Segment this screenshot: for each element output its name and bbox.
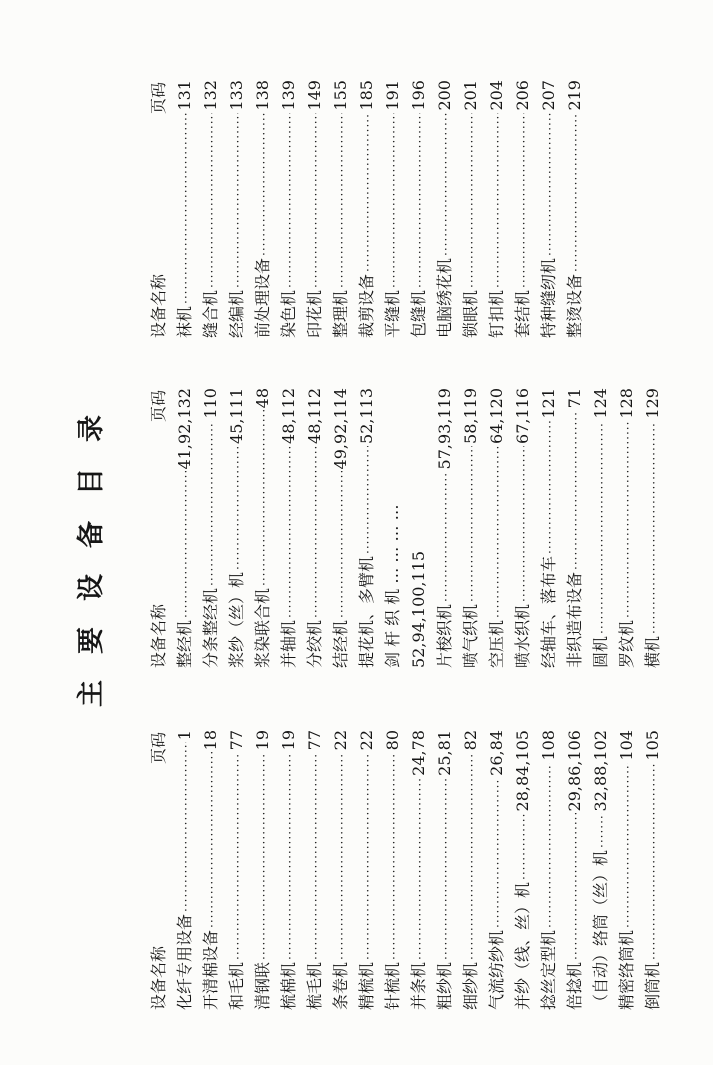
entry-name: 化纤专用设备: [175, 913, 194, 1010]
entry-page: 129: [643, 388, 662, 419]
toc-entry: [536, 80, 562, 338]
entry-page: 22: [331, 730, 350, 751]
dot-leader: [537, 421, 563, 554]
dot-leader: [511, 113, 537, 288]
toc-entry: [328, 80, 354, 338]
entry-page: 25,81: [435, 730, 454, 776]
entry-page: 82: [461, 730, 480, 751]
dot-leader: [173, 471, 199, 618]
entry-name: 倒筒机: [643, 961, 662, 1010]
entry-name: 梳毛机: [305, 961, 324, 1010]
entry-page: 138: [253, 80, 272, 111]
entry-page: 132: [201, 80, 220, 111]
dot-leader: [251, 752, 277, 960]
toc-list-1: [172, 730, 666, 1010]
entry-name: 整烫设备: [565, 273, 584, 338]
entry-name: 精梳机: [357, 961, 376, 1010]
entry-name: 倍捻机: [565, 961, 584, 1010]
header-name: 设备名称: [149, 273, 168, 338]
entry-page: 133: [227, 80, 246, 111]
toc-entry: [354, 730, 380, 1010]
header-name: 设备名称: [149, 945, 168, 1010]
header-name: 设备名称: [149, 603, 168, 668]
toc-entry: [510, 388, 536, 668]
dot-leader: [303, 752, 329, 960]
entry-name: 锁眼机: [461, 289, 480, 338]
entry-page: 22: [357, 730, 376, 751]
dot-leader: [199, 113, 225, 288]
entry-name: 分绞机: [305, 619, 324, 668]
entry-name: 染色机: [279, 289, 298, 338]
entry-page: 77: [305, 730, 324, 751]
dot-leader: [225, 113, 251, 288]
entry-page: 105: [643, 730, 662, 761]
entry-page: 19: [253, 730, 272, 751]
entry-name: 袜机: [175, 305, 194, 338]
entry-name: 梳棉机: [279, 961, 298, 1010]
dot-leader: [537, 113, 563, 256]
entry-name: 气流纺纱机: [487, 929, 506, 1010]
toc-entry: [432, 388, 458, 668]
dot-leader: [615, 763, 641, 928]
entry-page: 32,88,102: [591, 730, 610, 812]
dot-leader: [589, 813, 615, 848]
entry-name: 前处理设备: [253, 257, 272, 338]
entry-page: 48: [253, 388, 272, 409]
entry-name: 钉扣机: [487, 289, 506, 338]
entry-name: 和毛机: [227, 961, 246, 1010]
entry-page: 110: [201, 388, 220, 419]
entry-name: 粗纱机: [435, 961, 454, 1010]
entry-name: 提花机、多臂机: [357, 555, 376, 668]
entry-page: 58,119: [461, 388, 480, 444]
toc-entry: [562, 80, 588, 338]
dot-leader: [459, 752, 485, 960]
toc-entry: [302, 730, 328, 1010]
entry-name: 电脑绣花机: [435, 257, 454, 338]
dot-leader: [277, 446, 303, 618]
toc-entry: [172, 388, 198, 668]
toc-entry: [614, 388, 640, 668]
entry-page: 219: [565, 80, 584, 111]
column-header: [146, 388, 172, 668]
toc-entry: [588, 388, 614, 668]
toc-entry: [510, 80, 536, 338]
dot-leader: [459, 113, 485, 288]
toc-entry: [302, 388, 328, 668]
dot-leader: [563, 410, 589, 570]
entry-page: 204: [487, 80, 506, 111]
toc-entry: [536, 730, 562, 1010]
entry-name: 细纱机: [461, 961, 480, 1010]
entry-name: 清钢联: [253, 961, 272, 1010]
toc-entry: [198, 730, 224, 1010]
toc-entry: [354, 388, 380, 668]
entry-name: 经编机: [227, 289, 246, 338]
dot-leader: [589, 421, 615, 634]
entry-page: 57,93,119: [435, 388, 454, 470]
toc-column-3: [146, 80, 588, 338]
entry-name: 空压机: [487, 619, 506, 668]
dot-leader: [433, 471, 459, 602]
toc-entry: [276, 388, 302, 668]
entry-page: 196: [409, 80, 428, 111]
entry-name: 52,94,100,115: [409, 550, 428, 668]
dot-leader: [303, 446, 329, 618]
header-page: 页码: [149, 390, 168, 423]
entry-name: 非织造布设备: [565, 571, 584, 668]
dot-leader: [641, 763, 667, 960]
dot-leader: [485, 446, 511, 618]
toc-entry: [458, 80, 484, 338]
toc-entry: [328, 388, 354, 668]
toc-entry: [640, 388, 666, 668]
entry-name: 精密络筒机: [617, 929, 636, 1010]
entry-page: 131: [175, 80, 194, 111]
entry-name: 特种缝纫机: [539, 257, 558, 338]
entry-page: 80: [383, 730, 402, 751]
entry-name: 并轴机: [279, 619, 298, 668]
toc-entry: [250, 388, 276, 668]
toc-entry: [432, 730, 458, 1010]
dot-leader: [199, 752, 225, 928]
entry-page: 108: [539, 730, 558, 761]
toc-entry: [380, 730, 406, 1010]
dot-leader: [251, 113, 277, 256]
entry-name: 并纱（线、丝）机: [513, 881, 532, 1010]
entry-page: 64,120: [487, 388, 506, 444]
column-header: [146, 730, 172, 1010]
dot-leader: [173, 742, 199, 912]
dot-leader: [355, 446, 381, 554]
toc-entry: [562, 730, 588, 1010]
entry-page: 71: [565, 388, 584, 409]
toc-entry: [276, 730, 302, 1010]
dot-leader: [303, 113, 329, 288]
toc-entry: [198, 388, 224, 668]
entry-page: 48,112: [305, 388, 324, 444]
entry-page: 128: [617, 388, 636, 419]
toc-column-2: [146, 388, 666, 668]
rotated-content: [62, 68, 662, 1028]
entry-name: 捻丝定型机: [539, 929, 558, 1010]
entry-page: 48,112: [279, 388, 298, 444]
entry-name: 条卷机: [331, 961, 350, 1010]
dot-leader: [329, 752, 355, 960]
toc-entry: [510, 730, 536, 1010]
entry-page: 121: [539, 388, 558, 419]
entry-name: 整经机: [175, 619, 194, 668]
entry-page: 29,86,106: [565, 730, 584, 812]
entry-name: 片梭织机: [435, 603, 454, 668]
toc-entry: [562, 388, 588, 668]
dot-leader: [329, 113, 355, 288]
entry-page: 200: [435, 80, 454, 111]
entry-page: 26,84: [487, 730, 506, 776]
toc-entry: [302, 80, 328, 338]
dot-leader: [225, 752, 251, 960]
toc-entry: [250, 80, 276, 338]
toc-list-2: [172, 388, 666, 668]
toc-entry: [458, 388, 484, 668]
dot-leader: [381, 113, 407, 288]
toc-entry: [484, 80, 510, 338]
entry-name: 平缝机: [383, 289, 402, 338]
entry-page: 1: [175, 730, 194, 741]
entry-name: 缝合机: [201, 289, 220, 338]
entry-page: 155: [331, 80, 350, 111]
entry-name: 喷水织机: [513, 603, 532, 668]
entry-name: 整理机: [331, 289, 350, 338]
dot-leader: [277, 113, 303, 288]
entry-name: 并条机: [409, 961, 428, 1010]
toc-entry: [198, 80, 224, 338]
entry-page: 104: [617, 730, 636, 761]
entry-page: 52,113: [357, 388, 376, 444]
dot-leader: [433, 113, 459, 256]
entry-page: 201: [461, 80, 480, 111]
dot-leader: [381, 752, 407, 960]
entry-page: 24,78: [409, 730, 428, 776]
entry-page: 18: [201, 730, 220, 751]
entry-page: 149: [305, 80, 324, 111]
toc-entry: [354, 80, 380, 338]
dot-leader: [485, 113, 511, 288]
toc-entry: [484, 388, 510, 668]
toc-entry: [224, 80, 250, 338]
toc-entry: [224, 388, 250, 668]
dot-leader: [485, 778, 511, 928]
toc-entry: [640, 730, 666, 1010]
toc-entry: [484, 730, 510, 1010]
toc-entry: [458, 730, 484, 1010]
entry-name: 印花机: [305, 289, 324, 338]
dot-leader: [459, 446, 485, 602]
entry-page: 207: [539, 80, 558, 111]
dot-leader: [511, 446, 537, 602]
entry-page: 28,84,105: [513, 730, 532, 812]
dot-leader: [199, 421, 225, 586]
toc-entry: [406, 80, 432, 338]
entry-name: 针梳机: [383, 961, 402, 1010]
header-page: 页码: [149, 732, 168, 765]
entry-name: 浆染联合机: [253, 587, 272, 668]
header-page: 页码: [149, 82, 168, 115]
entry-page: 139: [279, 80, 298, 111]
dot-leader: [355, 113, 381, 272]
page-title: 主要设备目录: [76, 389, 107, 707]
entry-name: 罗纹机: [617, 619, 636, 668]
entry-name: 剑 杆 织 机 … … … …: [383, 504, 402, 668]
entry-page: 124: [591, 388, 610, 419]
dot-leader: [251, 410, 277, 586]
dot-leader: [329, 471, 355, 618]
toc-entry: [172, 730, 198, 1010]
dot-leader: [225, 446, 251, 570]
dot-leader: [407, 113, 433, 288]
toc-entry: [172, 80, 198, 338]
entry-name: 浆纱（丝）机: [227, 571, 246, 668]
entry-name: （自动）络筒（丝）机: [591, 849, 610, 1010]
entry-name: 结经机: [331, 619, 350, 668]
toc-entry: [406, 730, 432, 1010]
entry-page: 45,111: [227, 388, 246, 444]
dot-leader: [277, 752, 303, 960]
entry-name: 横机: [643, 635, 662, 668]
entry-page: 19: [279, 730, 298, 751]
dot-leader: [563, 813, 589, 960]
dot-leader: [511, 813, 537, 880]
toc-entry: [380, 388, 406, 668]
dot-leader: [433, 778, 459, 960]
dot-leader: [537, 763, 563, 928]
toc-entry: [432, 80, 458, 338]
toc-entry: [250, 730, 276, 1010]
entry-name: 裁剪设备: [357, 273, 376, 338]
entry-page: 67,116: [513, 388, 532, 444]
toc-entry: [406, 388, 432, 668]
dot-leader: [641, 421, 667, 634]
dot-leader: [407, 778, 433, 960]
dot-leader: [615, 421, 641, 618]
entry-name: 经轴车、落布车: [539, 555, 558, 668]
entry-page: 191: [383, 80, 402, 111]
toc-entry: [224, 730, 250, 1010]
toc-list-3: [172, 80, 588, 338]
toc-entry: [536, 388, 562, 668]
entry-name: 分条整经机: [201, 587, 220, 668]
entry-name: 开清棉设备: [201, 929, 220, 1010]
toc-entry: [328, 730, 354, 1010]
entry-name: 喷气织机: [461, 603, 480, 668]
dot-leader: [355, 752, 381, 960]
entry-page: 206: [513, 80, 532, 111]
column-header: [146, 80, 172, 338]
toc-entry: [588, 730, 614, 1010]
entry-page: 49,92,114: [331, 388, 350, 470]
toc-column-1: [146, 730, 666, 1010]
entry-page: 41,92,132: [175, 388, 194, 470]
toc-entry: [276, 80, 302, 338]
entry-name: 包缝机: [409, 289, 428, 338]
dot-leader: [173, 113, 199, 304]
dot-leader: [563, 113, 589, 272]
toc-entry: [614, 730, 640, 1010]
entry-name: 圆机: [591, 635, 610, 668]
entry-page: 77: [227, 730, 246, 751]
entry-page: 185: [357, 80, 376, 111]
toc-entry: [380, 80, 406, 338]
entry-name: 套结机: [513, 289, 532, 338]
